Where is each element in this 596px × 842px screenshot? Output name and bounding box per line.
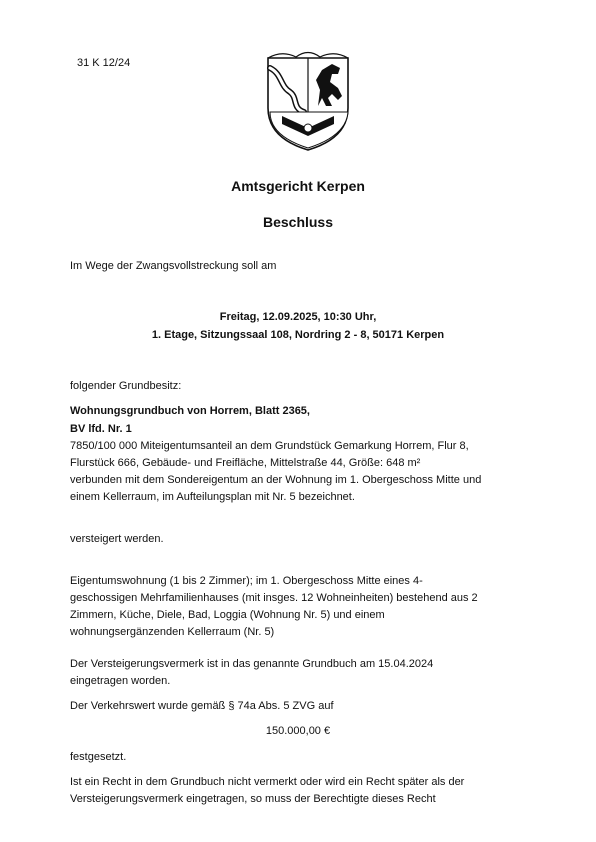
value-outro: festgesetzt.	[70, 751, 127, 763]
property-desc-line: verbunden mit dem Sondereigentum an der Wohnung im 1. Obergeschoss Mitte und	[70, 474, 482, 487]
property-desc-line: einem Kellerraum, im Aufteilungsplan mit Nr. 5 bezeichnet.	[70, 491, 355, 504]
value-intro: Der Verkehrswert wurde gemäß § 74a Abs. 5 ZVG auf	[70, 700, 334, 712]
file-number: 31 K 12/24	[77, 57, 131, 69]
auction-date: Freitag, 12.09.2025, 10:30 Uhr,	[219, 311, 377, 323]
market-value: 150.000,00 €	[265, 725, 331, 737]
property-desc-line: Flurstück 666, Gebäude- und Freifläche, Mittelstraße 44, Größe: 648 m²	[70, 457, 421, 470]
auction-text: versteigert werden.	[70, 533, 164, 545]
property-intro: folgender Grundbesitz:	[70, 380, 182, 392]
apartment-description	[70, 573, 540, 641]
rights-line: Versteigerungsvermerk eingetragen, so muss der Berechtigte dieses Recht	[70, 793, 436, 806]
apartment-line: Eigentumswohnung (1 bis 2 Zimmer); im 1. Obergeschoss Mitte eines 4-	[70, 575, 423, 587]
property-description	[70, 438, 540, 506]
intro-text: Im Wege der Zwangsvollstreckung soll am	[70, 260, 277, 272]
rights-line: Ist ein Recht in dem Grundbuch nicht vermerkt oder wird ein Recht später als der	[70, 776, 465, 788]
apartment-line: geschossigen Mehrfamilienhauses (mit insges. 12 Wohneinheiten) bestehend aus 2	[70, 592, 478, 605]
apartment-line: Zimmern, Küche, Diele, Bad, Loggia (Wohnung Nr. 5) und einem	[70, 609, 385, 622]
note-line: eingetragen worden.	[70, 675, 171, 688]
note-line: Der Versteigerungsvermerk ist in das genannte Grundbuch am 15.04.2024	[70, 658, 434, 670]
apartment-line: wohnungsergänzenden Kellerraum (Nr. 5)	[70, 626, 275, 639]
register-line-1: Wohnungsgrundbuch von Horrem, Blatt 2365,	[70, 405, 310, 417]
property-desc-line: 7850/100 000 Miteigentumsanteil an dem Grundstück Gemarkung Horrem, Flur 8,	[70, 440, 469, 452]
coat-of-arms-icon	[262, 50, 354, 152]
register-line-2: BV lfd. Nr. 1	[70, 423, 132, 435]
registration-note	[70, 656, 540, 690]
decision-title: Beschluss	[262, 214, 334, 230]
rights-paragraph	[70, 774, 540, 808]
court-name: Amtsgericht Kerpen	[231, 178, 365, 194]
auction-location: 1. Etage, Sitzungssaal 108, Nordring 2 - 8, 50171 Kerpen	[151, 329, 445, 341]
